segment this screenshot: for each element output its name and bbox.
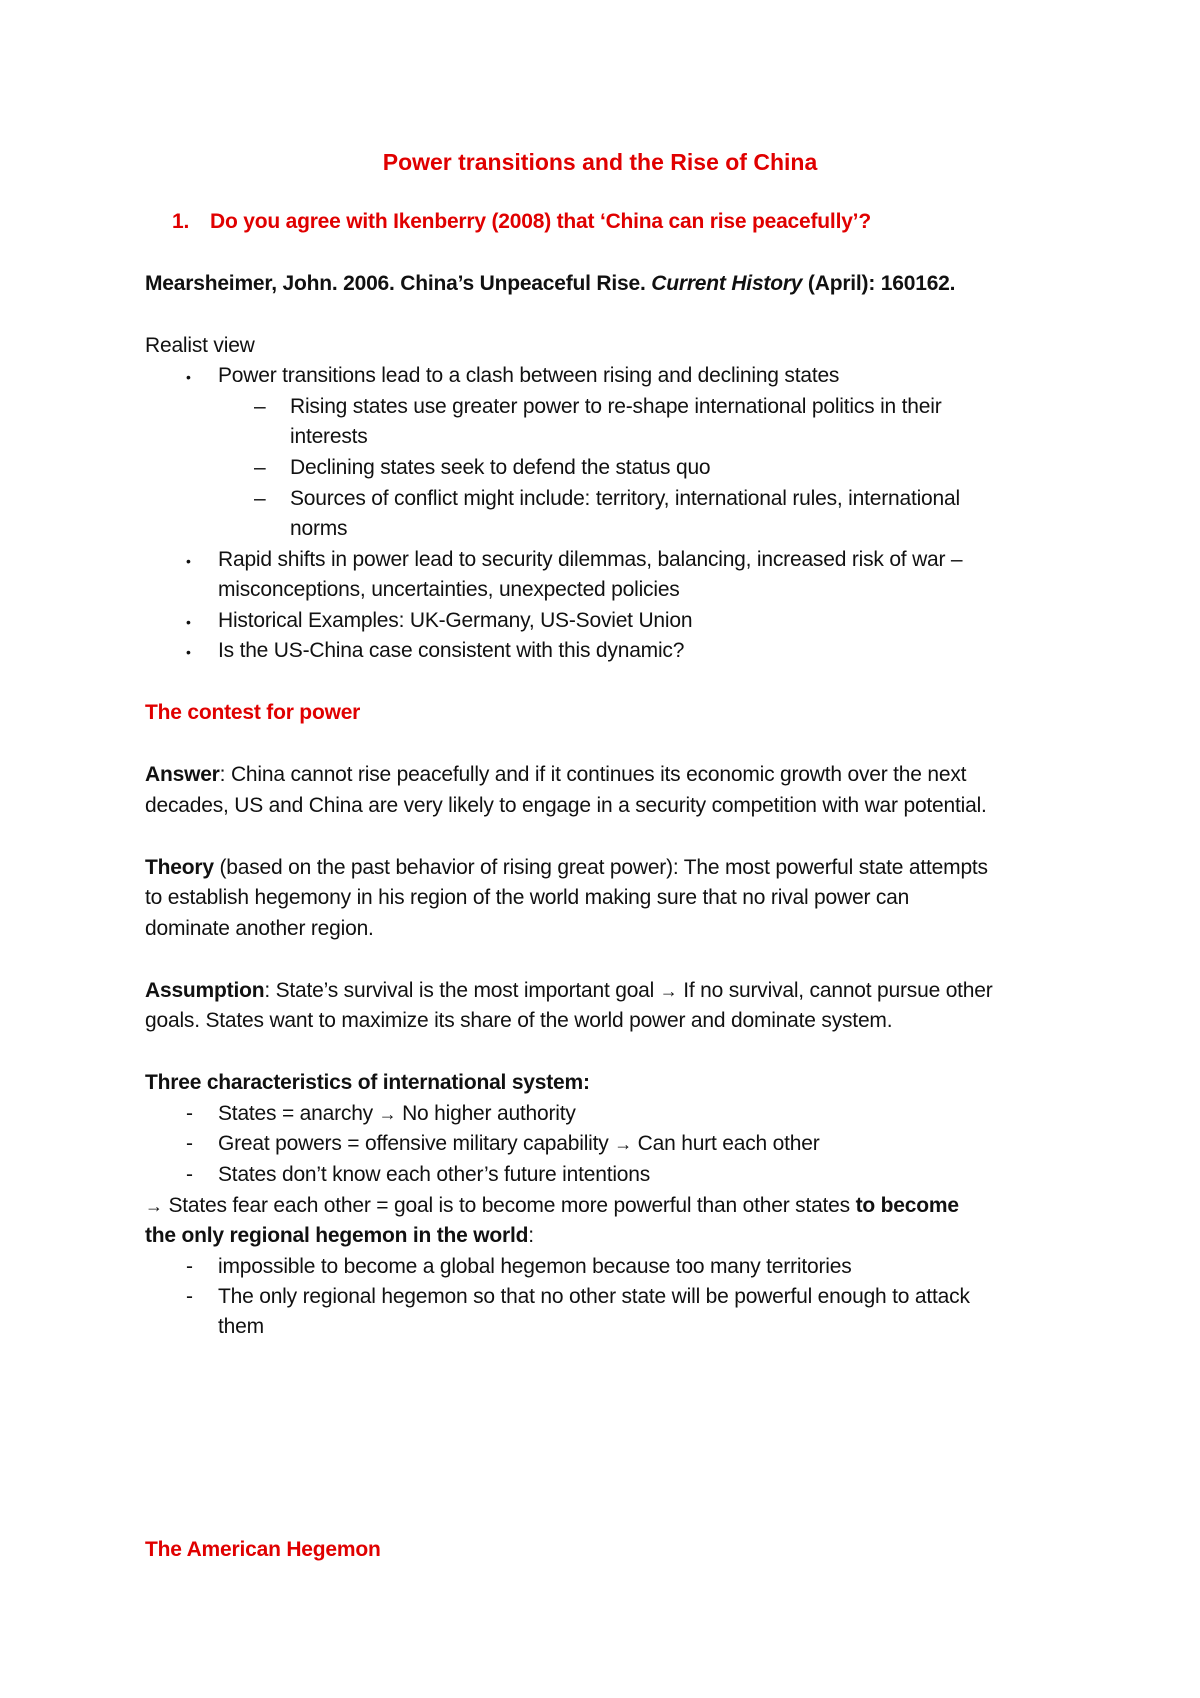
list-marker: - <box>186 1285 193 1308</box>
page-title: Power transitions and the Rise of China <box>382 149 818 175</box>
fear-text-bold: to become <box>855 1194 959 1217</box>
realist-sub-1-line-1: Rising states use greater power to re-shape international politics in their <box>290 395 942 418</box>
bullet-marker: • <box>186 614 191 630</box>
realist-bullet-2-line-1: Rapid shifts in power lead to security dilemmas, balancing, increased risk of war – <box>218 548 963 571</box>
question-text: Do you agree with Ikenberry (2008) that ‘China can rise peacefully’? <box>210 210 871 233</box>
list-marker: - <box>186 1102 193 1125</box>
bullet-marker: • <box>186 644 191 660</box>
realist-sub-3-line-1: Sources of conflict might include: territory, international rules, international <box>290 487 960 510</box>
question-number: 1. <box>172 210 190 233</box>
arrow-icon: → <box>659 981 678 1001</box>
theory-line-2: to establish hegemony in his region of the world making sure that no rival power can <box>145 886 910 909</box>
reference-rest: (April): 160162. <box>802 272 956 295</box>
characteristic-1-a: States = anarchy <box>218 1102 379 1125</box>
assumption-line-2: goals. States want to maximize its share of the world power and dominate system. <box>145 1009 893 1032</box>
realist-sub-3-line-2: norms <box>290 517 348 540</box>
dash-marker: – <box>254 395 266 418</box>
fear-line-1 <box>145 1192 959 1220</box>
realist-sub-2: Declining states seek to defend the status quo <box>290 456 711 479</box>
assumption-label: Assumption <box>145 979 265 1002</box>
realist-bullet-3: Historical Examples: UK-Germany, US-Soviet Union <box>218 609 693 632</box>
hegemon-item-2-line-2: them <box>218 1315 264 1338</box>
characteristic-2 <box>218 1130 819 1158</box>
answer-line-1 <box>145 761 966 789</box>
hegemon-item-2-line-1: The only regional hegemon so that no other state will be powerful enough to attack <box>218 1285 970 1308</box>
fear-line-2-bold: the only regional hegemon in the world <box>145 1224 529 1247</box>
answer-text: : China cannot rise peacefully and if it continues its economic growth over the next <box>219 763 967 786</box>
contest-heading: The contest for power <box>145 701 361 724</box>
three-characteristics-heading: Three characteristics of international system: <box>145 1071 590 1094</box>
realist-sub-1-line-2: interests <box>290 425 368 448</box>
dash-marker: – <box>254 456 266 479</box>
fear-text: States fear each other = goal is to become more powerful than other states <box>162 1194 856 1217</box>
american-hegemon-heading: The American Hegemon <box>145 1538 381 1561</box>
list-marker: - <box>186 1255 193 1278</box>
fear-line-2 <box>145 1222 534 1250</box>
assumption-text-a: : State’s survival is the most important goal <box>264 979 660 1002</box>
realist-bullet-4: Is the US-China case consistent with this dynamic? <box>218 639 685 662</box>
theory-text: (based on the past behavior of rising great power): The most powerful state attempts <box>213 856 988 879</box>
arrow-icon: → <box>614 1134 633 1154</box>
assumption-line-1 <box>145 977 993 1005</box>
arrow-icon: → <box>378 1104 397 1124</box>
theory-line-1 <box>145 854 988 882</box>
reference-authors: Mearsheimer, John. 2006. China’s Unpeaceful Rise. <box>145 272 652 295</box>
theory-label: Theory <box>145 856 214 879</box>
theory-line-3: dominate another region. <box>145 917 374 940</box>
hegemon-item-1: impossible to become a global hegemon because too many territories <box>218 1255 852 1278</box>
bullet-marker: • <box>186 553 191 569</box>
characteristic-1-b: No higher authority <box>396 1102 576 1125</box>
characteristic-1 <box>218 1100 576 1128</box>
answer-line-2: decades, US and China are very likely to engage in a security competition with war potential. <box>145 794 987 817</box>
realist-bullet-1: Power transitions lead to a clash between rising and declining states <box>218 364 840 387</box>
bullet-marker: • <box>186 369 191 385</box>
reference-journal: Current History <box>651 272 803 295</box>
realist-bullet-2-line-2: misconceptions, uncertainties, unexpected policies <box>218 578 680 601</box>
realist-heading: Realist view <box>145 334 255 357</box>
characteristic-2-a: Great powers = offensive military capability <box>218 1132 615 1155</box>
reference-citation <box>145 270 955 298</box>
dash-marker: – <box>254 487 266 510</box>
assumption-text-b: If no survival, cannot pursue other <box>677 979 993 1002</box>
list-marker: - <box>186 1132 193 1155</box>
characteristic-2-b: Can hurt each other <box>632 1132 820 1155</box>
answer-label: Answer <box>145 763 220 786</box>
fear-line-2-end: : <box>528 1224 534 1247</box>
list-marker: - <box>186 1163 193 1186</box>
characteristic-3: States don’t know each other’s future intentions <box>218 1163 651 1186</box>
arrow-icon: → <box>145 1196 163 1216</box>
